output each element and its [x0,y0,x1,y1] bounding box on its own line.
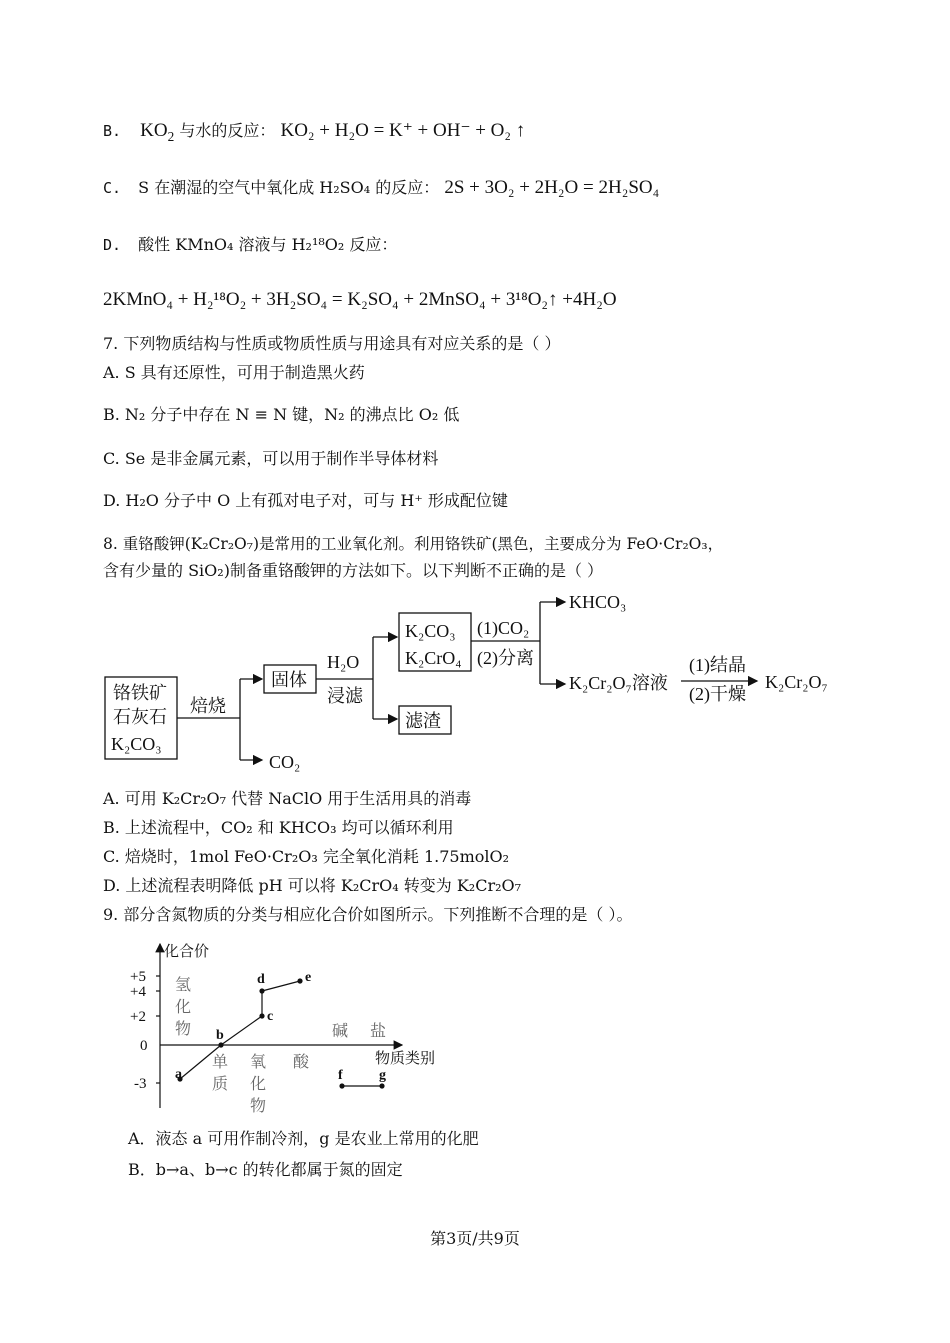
page-number: 第3页/共9页 [430,1229,520,1248]
solid-label: 固体 [271,670,307,690]
point-d [259,988,264,993]
crystallize-label: (1)结晶 [689,655,746,675]
q8-option-c: C. 焙烧时，1mol FeO·Cr₂O₃ 完全氧化消耗 1.75molO₂ [103,847,510,866]
point-b [218,1042,223,1047]
point-g [379,1083,384,1088]
ytick-plus5: +5 [130,969,146,985]
q6-b-subject: $KO_2$ [140,120,175,144]
q7-stem: 7. 下列物质结构与性质或物质性质与用途具有对应关系的是（ ） [103,334,561,353]
q6-c-equation: 2S + 3O₂ + 2H₂O = 2H₂SO₄ [444,177,660,198]
label-b: b [216,1028,224,1043]
cat-acid: 酸 [293,1054,310,1071]
q6-option-c: C. S 在潮湿的空气中氧化成 H₂SO₄ 的反应： 2S + 3O₂ + 2H₂O = 2H₂SO₄ [103,177,660,198]
water-label: H₂O [327,652,360,672]
q9-stem: 9. 部分含氮物质的分类与相应化合价如图所示。下列推断不合理的是（ ）。 [103,905,633,924]
q6-b-equation: KO₂ + H₂O = K⁺ + OH⁻ + O₂ ↑ [280,120,526,141]
cat-salt: 盐 [370,1023,387,1040]
q9-option-b: B．b→a、b→c 的转化都属于氮的固定 [128,1160,403,1179]
cat-base: 碱 [332,1023,349,1040]
q8-option-b: B. 上述流程中，CO₂ 和 KHCO₃ 均可以循环利用 [103,818,454,837]
q9-option-a: A．液态 a 可用作制冷剂，g 是农业上常用的化肥 [128,1129,479,1148]
co2-label: CO₂ [269,752,301,772]
raw-ore: 铬铁矿 [113,683,167,703]
q7-option-c: C. Se 是非金属元素，可以用于制作半导体材料 [103,449,439,468]
label-c: c [267,1009,274,1024]
point-f [339,1083,344,1088]
line-b-c [221,1016,262,1045]
dichromate-solution: K₂Cr₂O₇溶液 [569,673,668,693]
x-axis-label: 物质类别 [375,1051,436,1067]
ytick-minus3: -3 [134,1076,147,1092]
residue-label: 滤渣 [405,711,441,731]
cat-hydride-3: 物 [175,1021,192,1038]
cat-oxide-1: 氧 [250,1054,267,1071]
khco3-label: KHCO₃ [569,592,627,612]
cat-element-2: 质 [212,1076,229,1093]
raw-k2co3: K₂CO₃ [111,734,162,754]
q8-option-d: D. 上述流程表明降低 pH 可以将 K₂CrO₄ 转变为 K₂Cr₂O₇ [103,876,522,895]
point-e [297,978,302,983]
q8-stem-line2: 含有少量的 SiO₂)制备重铬酸钾的方法如下。以下判断不正确的是（ ） [103,561,604,580]
label-e: e [305,970,312,985]
q8-option-a: A. 可用 K₂Cr₂O₇ 代替 NaClO 用于生活用具的消毒 [103,789,472,808]
leach-label: 浸滤 [327,686,363,706]
ytick-zero: 0 [140,1038,148,1054]
q6-option-d: D. 酸性 KMnO₄ 溶液与 H₂¹⁸O₂ 反应： [103,235,398,254]
ytick-plus4: +4 [130,984,146,1000]
q6-option-b: B. $KO_2$ 与水的反应： KO₂ + H₂O = K⁺ + OH⁻ + O₂ ↑ [103,120,526,144]
q8-stem-line1: 8. 重铬酸钾(K₂Cr₂O₇)是常用的工业氧化剂。利用铬铁矿(黑色，主要成分为 FeO·Cr₂O₃， [103,535,724,553]
q7-option-a: A. S 具有还原性，可用于制造黑火药 [103,363,365,382]
prod-k2cro4: K₂CrO₄ [405,648,462,668]
label-a: a [175,1067,182,1082]
label-d: d [257,972,265,987]
q8-flowchart [95,588,855,783]
cat-hydride-1: 氢 [175,977,192,994]
point-c [259,1013,264,1018]
cat-oxide-3: 物 [250,1098,267,1115]
cat-oxide-2: 化 [250,1076,267,1093]
q7-option-b: B. N₂ 分子中存在 N ≡ N 键，N₂ 的沸点比 O₂ 低 [103,405,460,424]
y-axis-label: 化合价 [164,944,210,960]
q9-valence-chart [120,936,460,1116]
cat-hydride-2: 化 [175,999,192,1016]
label-g: g [379,1068,386,1083]
prod-k2co3: K₂CO₃ [405,621,456,641]
final-product: K₂Cr₂O₇ [765,672,828,692]
ytick-plus2: +2 [130,1009,146,1025]
dry-label: (2)干燥 [689,684,746,704]
q6-d-equation: 2KMnO₄ + H₂¹⁸O₂ + 3H₂SO₄ = K₂SO₄ + 2MnSO₄ + 3¹⁸O₂↑ +4H₂O [103,289,617,310]
label-f: f [338,1068,343,1083]
raw-limestone: 石灰石 [113,707,167,727]
q7-option-d: D. H₂O 分子中 O 上有孤对电子对，可与 H⁺ 形成配位键 [103,491,508,510]
step-separate: (2)分离 [477,648,534,668]
cat-element-1: 单 [212,1054,229,1071]
roast-label: 焙烧 [190,696,226,716]
step-co2: (1)CO₂ [477,618,530,638]
line-d-e [262,981,300,991]
